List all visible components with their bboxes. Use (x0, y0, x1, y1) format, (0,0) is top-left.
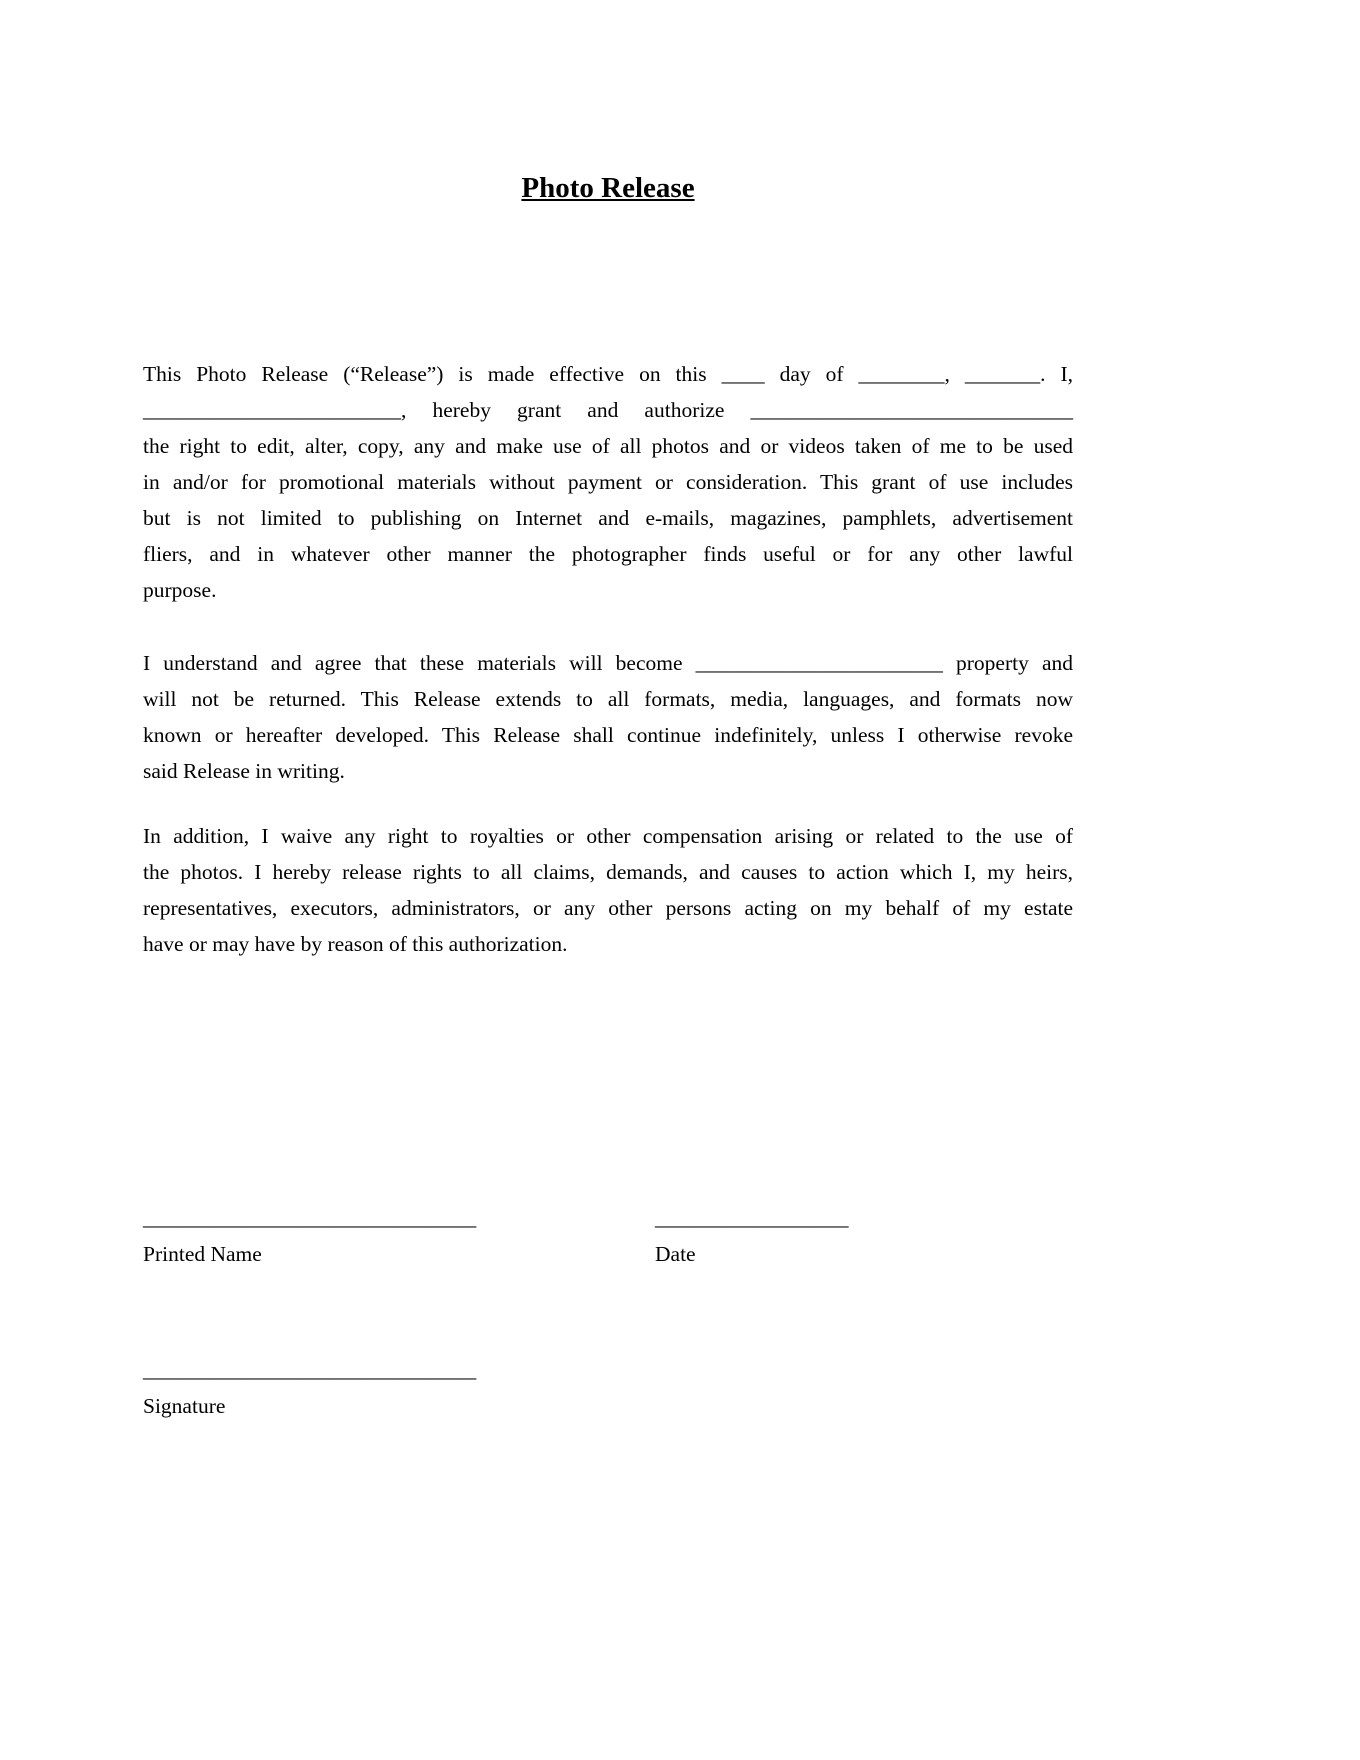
paragraph-line: fliers, and in whatever other manner the photographer finds useful or for any other lawful (143, 542, 1073, 566)
paragraph-line: In addition, I waive any right to royalties or other compensation arising or related to the use of (143, 824, 1073, 848)
paragraph-line: ________________________, hereby grant and authorize ______________________________ (143, 398, 1073, 422)
date-label: Date (655, 1242, 696, 1266)
signature-label: Signature (143, 1394, 226, 1418)
paragraph-line: will not be returned. This Release extends to all formats, media, languages, and formats now (143, 687, 1073, 711)
paragraph-waiver (143, 818, 1073, 962)
paragraph-grant (143, 356, 1073, 608)
printed-name-label: Printed Name (143, 1242, 262, 1266)
date-blank-line: __________________ (655, 1206, 849, 1230)
paragraph-line: in and/or for promotional materials without payment or consideration. This grant of use includes (143, 470, 1073, 494)
paragraph-line: but is not limited to publishing on Internet and e-mails, magazines, pamphlets, advertisement (143, 506, 1073, 530)
paragraph-property (143, 645, 1073, 789)
paragraph-line: have or may have by reason of this authorization. (143, 932, 568, 956)
paragraph-line: This Photo Release (“Release”) is made effective on this ____ day of ________, _______. I, (143, 362, 1073, 386)
signature-blank-line: _______________________________ (143, 1358, 477, 1382)
paragraph-line: purpose. (143, 578, 217, 602)
paragraph-line: known or hereafter developed. This Release shall continue indefinitely, unless I otherwise revoke (143, 723, 1073, 747)
page-title (143, 168, 1073, 208)
paragraph-line: I understand and agree that these materials will become _______________________ property and (143, 651, 1073, 675)
printed-name-field (143, 1200, 476, 1272)
signature-field (143, 1352, 476, 1424)
printed-name-blank-line: _______________________________ (143, 1206, 477, 1230)
page-title-text: Photo Release (521, 172, 695, 204)
date-field (655, 1200, 849, 1272)
paragraph-line: said Release in writing. (143, 759, 345, 783)
paragraph-line: representatives, executors, administrators, or any other persons acting on my behalf of my estate (143, 896, 1073, 920)
paragraph-line: the photos. I hereby release rights to all claims, demands, and causes to action which I, my heirs, (143, 860, 1073, 884)
paragraph-line: the right to edit, alter, copy, any and make use of all photos and or videos taken of me to be used (143, 434, 1073, 458)
